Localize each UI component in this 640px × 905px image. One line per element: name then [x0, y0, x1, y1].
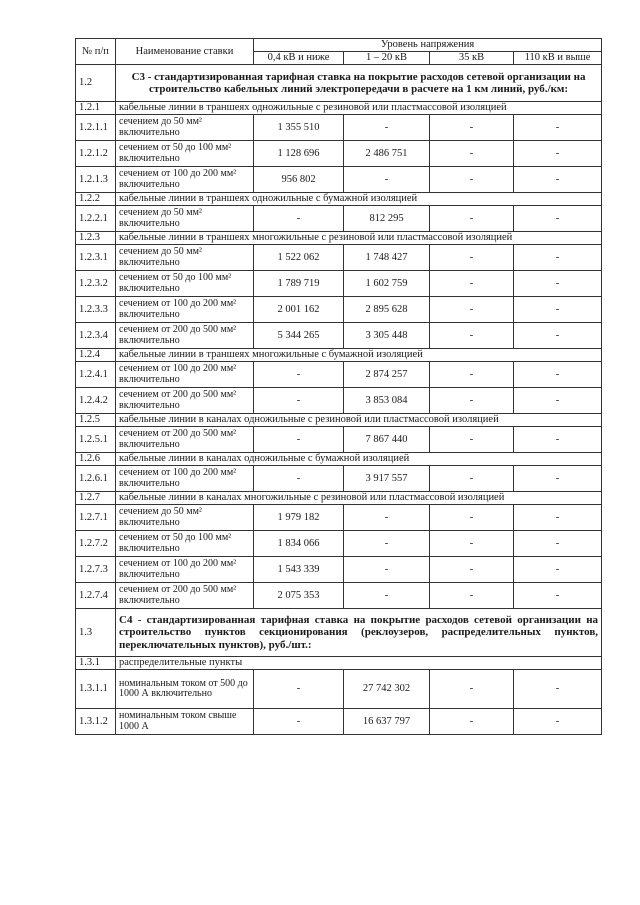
rate-value: -: [430, 362, 514, 388]
rate-value: 5 344 265: [254, 323, 344, 349]
row-number: 1.2.1.2: [76, 141, 116, 167]
header-voltage: Уровень напряжения: [254, 39, 602, 52]
rate-value: -: [430, 115, 514, 141]
row-number: 1.2.7.4: [76, 583, 116, 609]
rate-value: -: [344, 583, 430, 609]
rate-value: 2 895 628: [344, 297, 430, 323]
rate-value: 956 802: [254, 167, 344, 193]
table-row: [76, 670, 602, 709]
rate-value: -: [254, 466, 344, 492]
rate-value: 27 742 302: [344, 670, 430, 709]
rate-name: сечением до 50 мм² включительно: [116, 206, 254, 232]
rate-name: сечением от 100 до 200 мм² включительно: [116, 557, 254, 583]
rate-value: -: [514, 271, 602, 297]
table-row: [76, 167, 602, 193]
row-number: 1.2.3.2: [76, 271, 116, 297]
rate-name: сечением от 200 до 500 мм² включительно: [116, 388, 254, 414]
row-number: 1.2.4.1: [76, 362, 116, 388]
rate-value: 2 486 751: [344, 141, 430, 167]
rate-value: -: [430, 505, 514, 531]
rate-value: -: [430, 388, 514, 414]
rate-value: 16 637 797: [344, 709, 430, 735]
rate-value: -: [514, 505, 602, 531]
rate-value: -: [430, 427, 514, 453]
rate-value: 1 602 759: [344, 271, 430, 297]
rate-name: сечением от 100 до 200 мм² включительно: [116, 362, 254, 388]
rate-name: сечением от 50 до 100 мм² включительно: [116, 271, 254, 297]
row-number: 1.2.2.1: [76, 206, 116, 232]
row-number: 1.2.7.3: [76, 557, 116, 583]
section-row: [76, 65, 602, 102]
table-row: [76, 362, 602, 388]
row-number: 1.2.3: [76, 232, 116, 245]
rate-value: -: [514, 245, 602, 271]
category-title: кабельные линии в траншеях многожильные с бумажной изоляцией: [116, 349, 602, 362]
category-row: [76, 453, 602, 466]
table-row: [76, 271, 602, 297]
rate-value: -: [430, 323, 514, 349]
rate-value: -: [430, 670, 514, 709]
category-title: кабельные линии в траншеях одножильные с бумажной изоляцией: [116, 193, 602, 206]
table-row: [76, 141, 602, 167]
rate-value: 1 522 062: [254, 245, 344, 271]
category-row: [76, 349, 602, 362]
row-number: 1.2: [76, 65, 116, 102]
table-row: [76, 709, 602, 735]
rate-value: -: [514, 141, 602, 167]
rate-value: 3 305 448: [344, 323, 430, 349]
rate-value: 1 355 510: [254, 115, 344, 141]
rate-value: -: [430, 167, 514, 193]
row-number: 1.2.7.1: [76, 505, 116, 531]
rate-value: 812 295: [344, 206, 430, 232]
rate-value: 3 853 084: [344, 388, 430, 414]
header-level-110: 110 кВ и выше: [514, 52, 602, 65]
tariff-table-body: [76, 65, 602, 735]
category-title: кабельные линии в траншеях одножильные с резиновой или пластмассовой изоляцией: [116, 102, 602, 115]
category-row: [76, 102, 602, 115]
rate-value: 1 748 427: [344, 245, 430, 271]
category-title: кабельные линии в каналах многожильные с резиновой или пластмассовой изоляцией: [116, 492, 602, 505]
rate-value: -: [430, 466, 514, 492]
rate-name: сечением до 50 мм² включительно: [116, 115, 254, 141]
row-number: 1.3.1.2: [76, 709, 116, 735]
rate-value: -: [254, 206, 344, 232]
category-row: [76, 414, 602, 427]
rate-name: сечением от 200 до 500 мм² включительно: [116, 323, 254, 349]
rate-name: сечением от 200 до 500 мм² включительно: [116, 427, 254, 453]
rate-value: -: [514, 362, 602, 388]
rate-value: -: [514, 323, 602, 349]
row-number: 1.3.1.1: [76, 670, 116, 709]
rate-value: -: [430, 206, 514, 232]
table-row: [76, 245, 602, 271]
rate-value: -: [514, 557, 602, 583]
rate-value: -: [254, 362, 344, 388]
rate-value: -: [344, 557, 430, 583]
rate-value: -: [344, 505, 430, 531]
row-number: 1.3: [76, 609, 116, 657]
rate-value: -: [344, 115, 430, 141]
rate-value: -: [254, 709, 344, 735]
rate-value: -: [430, 141, 514, 167]
table-row: [76, 323, 602, 349]
rate-name: сечением от 200 до 500 мм² включительно: [116, 583, 254, 609]
row-number: 1.2.2: [76, 193, 116, 206]
table-row: [76, 206, 602, 232]
header-num: № п/п: [76, 39, 116, 65]
rate-value: 2 874 257: [344, 362, 430, 388]
rate-value: -: [430, 297, 514, 323]
rate-value: 1 979 182: [254, 505, 344, 531]
section-row: [76, 609, 602, 657]
row-number: 1.2.4: [76, 349, 116, 362]
rate-value: 2 001 162: [254, 297, 344, 323]
category-title: кабельные линии в каналах одножильные с бумажной изоляцией: [116, 453, 602, 466]
row-number: 1.2.5.1: [76, 427, 116, 453]
table-row: [76, 297, 602, 323]
rate-name: номинальным током свыше 1000 А: [116, 709, 254, 735]
table-row: [76, 505, 602, 531]
header-level-35: 35 кВ: [430, 52, 514, 65]
rate-value: 1 128 696: [254, 141, 344, 167]
category-title: распределительные пункты: [116, 657, 602, 670]
rate-value: -: [514, 206, 602, 232]
rate-value: 1 789 719: [254, 271, 344, 297]
table-row: [76, 427, 602, 453]
rate-value: -: [430, 245, 514, 271]
row-number: 1.2.1.3: [76, 167, 116, 193]
rate-value: -: [344, 167, 430, 193]
rate-value: -: [254, 670, 344, 709]
rate-name: сечением от 100 до 200 мм² включительно: [116, 297, 254, 323]
rate-value: -: [430, 531, 514, 557]
row-number: 1.2.6.1: [76, 466, 116, 492]
rate-value: -: [254, 427, 344, 453]
rate-value: -: [514, 670, 602, 709]
rate-name: сечением от 50 до 100 мм² включительно: [116, 531, 254, 557]
rate-value: -: [430, 271, 514, 297]
rate-value: 1 543 339: [254, 557, 344, 583]
rate-value: 1 834 066: [254, 531, 344, 557]
row-number: 1.2.3.3: [76, 297, 116, 323]
category-row: [76, 193, 602, 206]
row-number: 1.2.1.1: [76, 115, 116, 141]
category-row: [76, 657, 602, 670]
row-number: 1.3.1: [76, 657, 116, 670]
section-title: С3 - стандартизированная тарифная ставка на покрытие расходов сетевой организации на строительство кабельных линий электропередачи в расчете на 1 км линий, руб./км:: [116, 65, 602, 102]
rate-value: -: [430, 557, 514, 583]
row-number: 1.2.3.4: [76, 323, 116, 349]
rate-value: -: [514, 167, 602, 193]
row-number: 1.2.7: [76, 492, 116, 505]
category-title: кабельные линии в каналах одножильные с резиновой или пластмассовой изоляцией: [116, 414, 602, 427]
rate-value: -: [514, 115, 602, 141]
category-row: [76, 492, 602, 505]
rate-value: -: [430, 583, 514, 609]
table-row: [76, 388, 602, 414]
row-number: 1.2.6: [76, 453, 116, 466]
row-number: 1.2.5: [76, 414, 116, 427]
rate-value: -: [514, 709, 602, 735]
rate-name: сечением от 50 до 100 мм² включительно: [116, 141, 254, 167]
row-number: 1.2.3.1: [76, 245, 116, 271]
rate-value: 2 075 353: [254, 583, 344, 609]
category-title: кабельные линии в траншеях многожильные с резиновой или пластмассовой изоляцией: [116, 232, 602, 245]
header-level-1-20: 1 – 20 кВ: [344, 52, 430, 65]
table-row: [76, 557, 602, 583]
rate-value: -: [254, 388, 344, 414]
rate-value: 3 917 557: [344, 466, 430, 492]
rate-value: -: [344, 531, 430, 557]
table-row: [76, 466, 602, 492]
rate-value: -: [514, 583, 602, 609]
rate-value: -: [514, 466, 602, 492]
rate-name: сечением от 100 до 200 мм² включительно: [116, 466, 254, 492]
table-row: [76, 583, 602, 609]
rate-value: -: [430, 709, 514, 735]
tariff-table: [75, 38, 602, 735]
header-name: Наименование ставки: [116, 39, 254, 65]
category-row: [76, 232, 602, 245]
row-number: 1.2.4.2: [76, 388, 116, 414]
rate-name: сечением до 50 мм² включительно: [116, 505, 254, 531]
rate-value: -: [514, 427, 602, 453]
table-row: [76, 531, 602, 557]
rate-name: сечением до 50 мм² включительно: [116, 245, 254, 271]
rate-name: сечением от 100 до 200 мм² включительно: [116, 167, 254, 193]
row-number: 1.2.7.2: [76, 531, 116, 557]
rate-value: -: [514, 297, 602, 323]
rate-name: номинальным током от 500 до 1000 А включительно: [116, 670, 254, 709]
table-row: [76, 115, 602, 141]
row-number: 1.2.1: [76, 102, 116, 115]
rate-value: -: [514, 531, 602, 557]
rate-value: 7 867 440: [344, 427, 430, 453]
section-title: С4 - стандартизированная тарифная ставка на покрытие расходов сетевой организации на строительство пунктов секционирования (реклоузеров, распределительных пунктов, переключательных пунктов), руб./шт.:: [116, 609, 602, 657]
header-level-04: 0,4 кВ и ниже: [254, 52, 344, 65]
rate-value: -: [514, 388, 602, 414]
